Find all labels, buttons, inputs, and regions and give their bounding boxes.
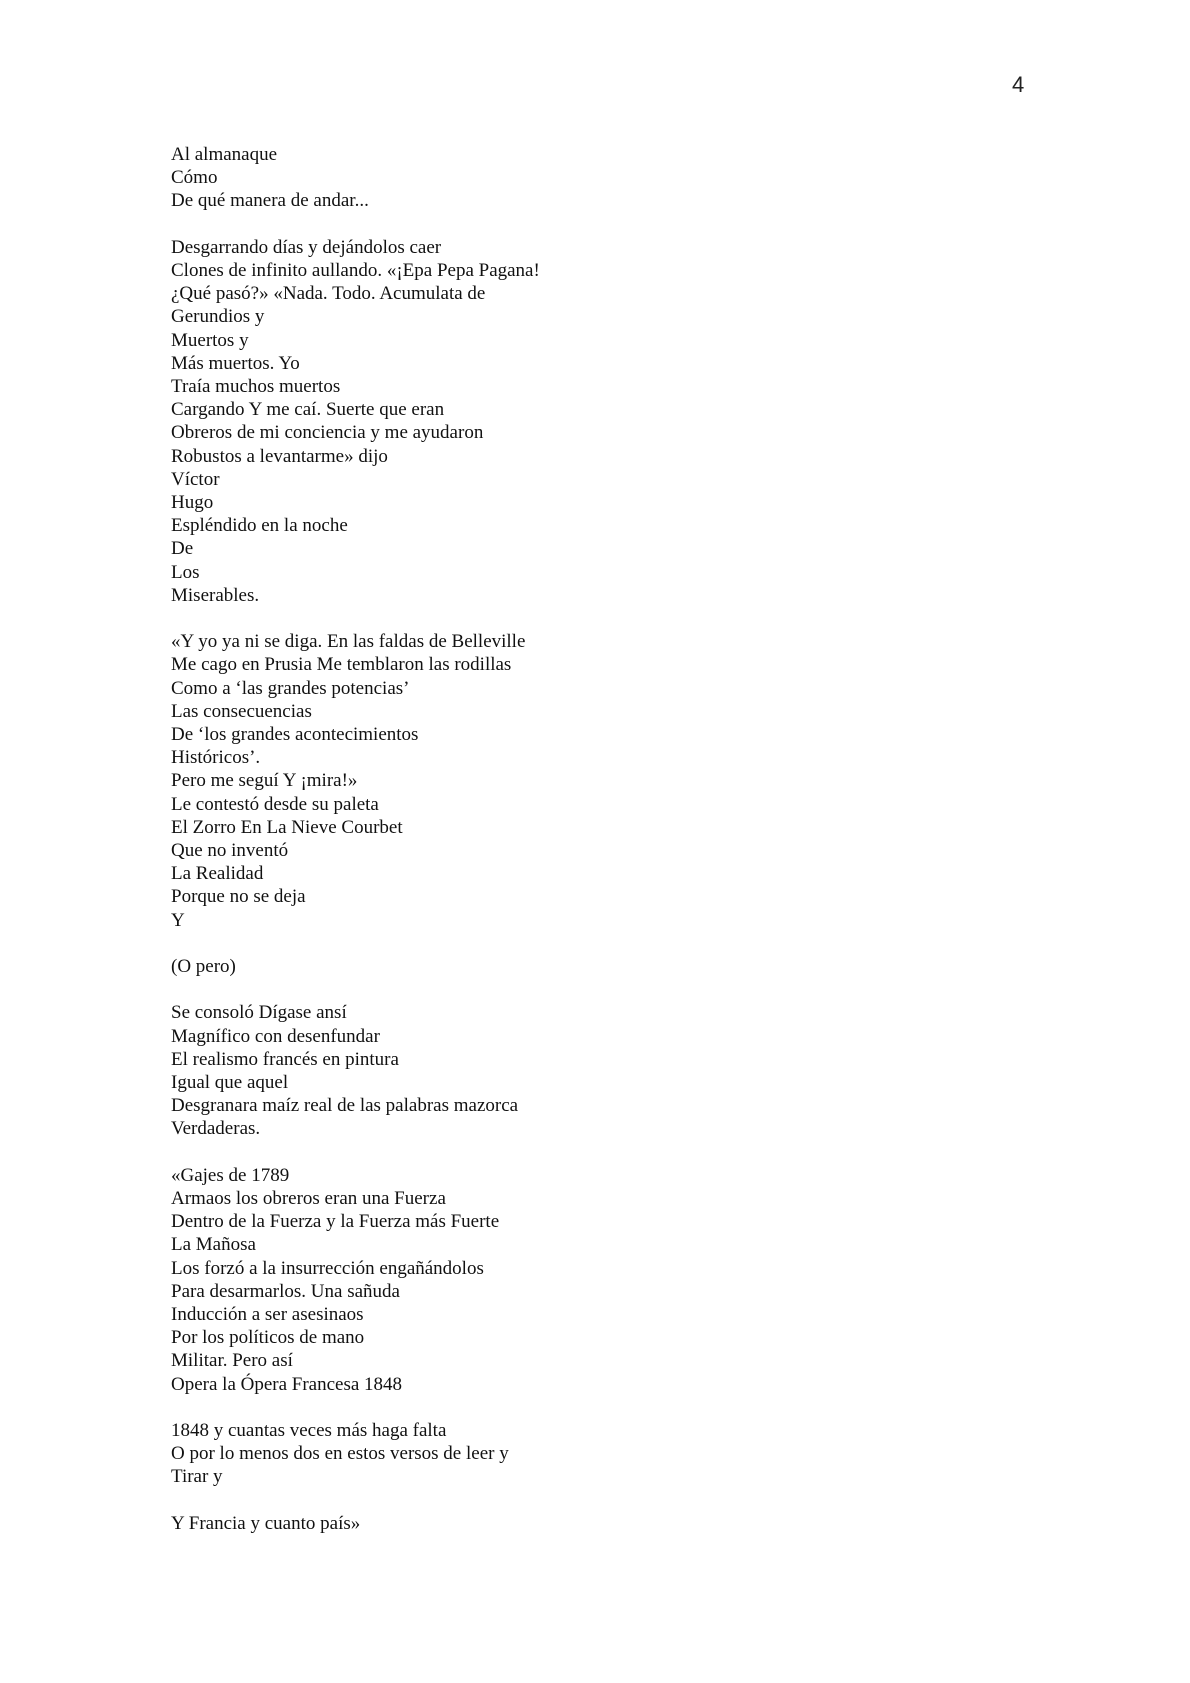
poem-line: Más muertos. Yo [171, 352, 300, 374]
poem-line: Muertos y [171, 329, 249, 351]
poem-line: De ‘los grandes acontecimientos [171, 724, 419, 746]
poem-line: (O pero) [171, 956, 236, 978]
poem-line: El realismo francés en pintura [171, 1048, 399, 1070]
poem-line: Se consoló Dígase ansí [171, 1002, 347, 1024]
poem-line: Al almanaque [171, 144, 278, 165]
poem-line: Que no inventó [171, 840, 289, 862]
stanza [171, 1419, 971, 1489]
poem-line: Por los políticos de mano [171, 1327, 365, 1349]
poem-line: Y Francia y cuanto país» [171, 1512, 361, 1534]
poem-line: Verdaderas. [171, 1118, 261, 1140]
poem-line: Desgranara maíz real de las palabras mazorca [171, 1095, 519, 1117]
poem-line: El Zorro En La Nieve Courbet [171, 816, 403, 838]
poem-line: ¿Qué pasó?» «Nada. Todo. Acumulata de [171, 283, 486, 305]
poem-line: Espléndido en la noche [171, 515, 348, 537]
poem-line: «Y yo ya ni se diga. En las faldas de Belleville [171, 631, 526, 653]
stanza [171, 143, 971, 213]
poem-line: La Realidad [171, 863, 264, 885]
poem-line: Porque no se deja [171, 886, 306, 908]
poem-line: Opera la Ópera Francesa 1848 [171, 1373, 403, 1395]
poem-line: Le contestó desde su paleta [171, 793, 379, 815]
poem-line: Y [171, 909, 185, 931]
poem-line: Militar. Pero así [171, 1350, 293, 1372]
poem-line: «Gajes de 1789 [171, 1164, 290, 1186]
poem-line: Dentro de la Fuerza y la Fuerza más Fuerte [171, 1211, 500, 1233]
poem-line: Cargando Y me caí. Suerte que eran [171, 399, 445, 421]
stanza [171, 1512, 971, 1535]
poem-line: O por lo menos dos en estos versos de leer y [171, 1443, 509, 1465]
poem-line: 1848 y cuantas veces más haga falta [171, 1420, 447, 1442]
poem-line: Robustos a levantarme» dijo [171, 445, 388, 467]
stanza [171, 1001, 971, 1140]
poem-line: Inducción a ser asesinaos [171, 1304, 364, 1326]
stanza [171, 955, 971, 978]
poem-line: Me cago en Prusia Me temblaron las rodillas [171, 654, 512, 676]
poem-line: Hugo [171, 492, 214, 514]
poem-body [171, 143, 971, 1535]
poem-line: Miserables. [171, 584, 260, 606]
poem-line: De qué manera de andar... [171, 190, 369, 212]
poem-line: Los forzó a la insurrección engañándolos [171, 1257, 484, 1279]
stanza [171, 236, 971, 607]
poem-line: Los [171, 561, 200, 583]
poem-line: Armaos los obreros eran una Fuerza [171, 1188, 446, 1210]
poem-line: Igual que aquel [171, 1072, 289, 1094]
poem-line: Traía muchos muertos [171, 376, 341, 398]
poem-line: Magnífico con desenfundar [171, 1025, 380, 1047]
poem-line: La Mañosa [171, 1234, 256, 1256]
poem-line: De [171, 538, 194, 560]
poem-line: Cómo [171, 167, 218, 189]
poem-line: Gerundios y [171, 306, 265, 328]
page-number: 4 [1012, 72, 1025, 97]
poem-line: Obreros de mi conciencia y me ayudaron [171, 422, 484, 444]
poem-line: Pero me seguí Y ¡mira!» [171, 770, 358, 792]
poem-line: Tirar y [171, 1466, 223, 1488]
stanza [171, 630, 971, 932]
stanza [171, 1164, 971, 1396]
poem-line: Desgarrando días y dejándolos caer [171, 236, 442, 258]
poem-line: Víctor [171, 468, 220, 490]
poem-line: Para desarmarlos. Una sañuda [171, 1280, 400, 1302]
poem-line: Las consecuencias [171, 700, 312, 722]
poem-line: Históricos’. [171, 747, 261, 769]
poem-line: Como a ‘las grandes potencias’ [171, 677, 410, 699]
poem-line: Clones de infinito aullando. «¡Epa Pepa Pagana! [171, 260, 540, 281]
